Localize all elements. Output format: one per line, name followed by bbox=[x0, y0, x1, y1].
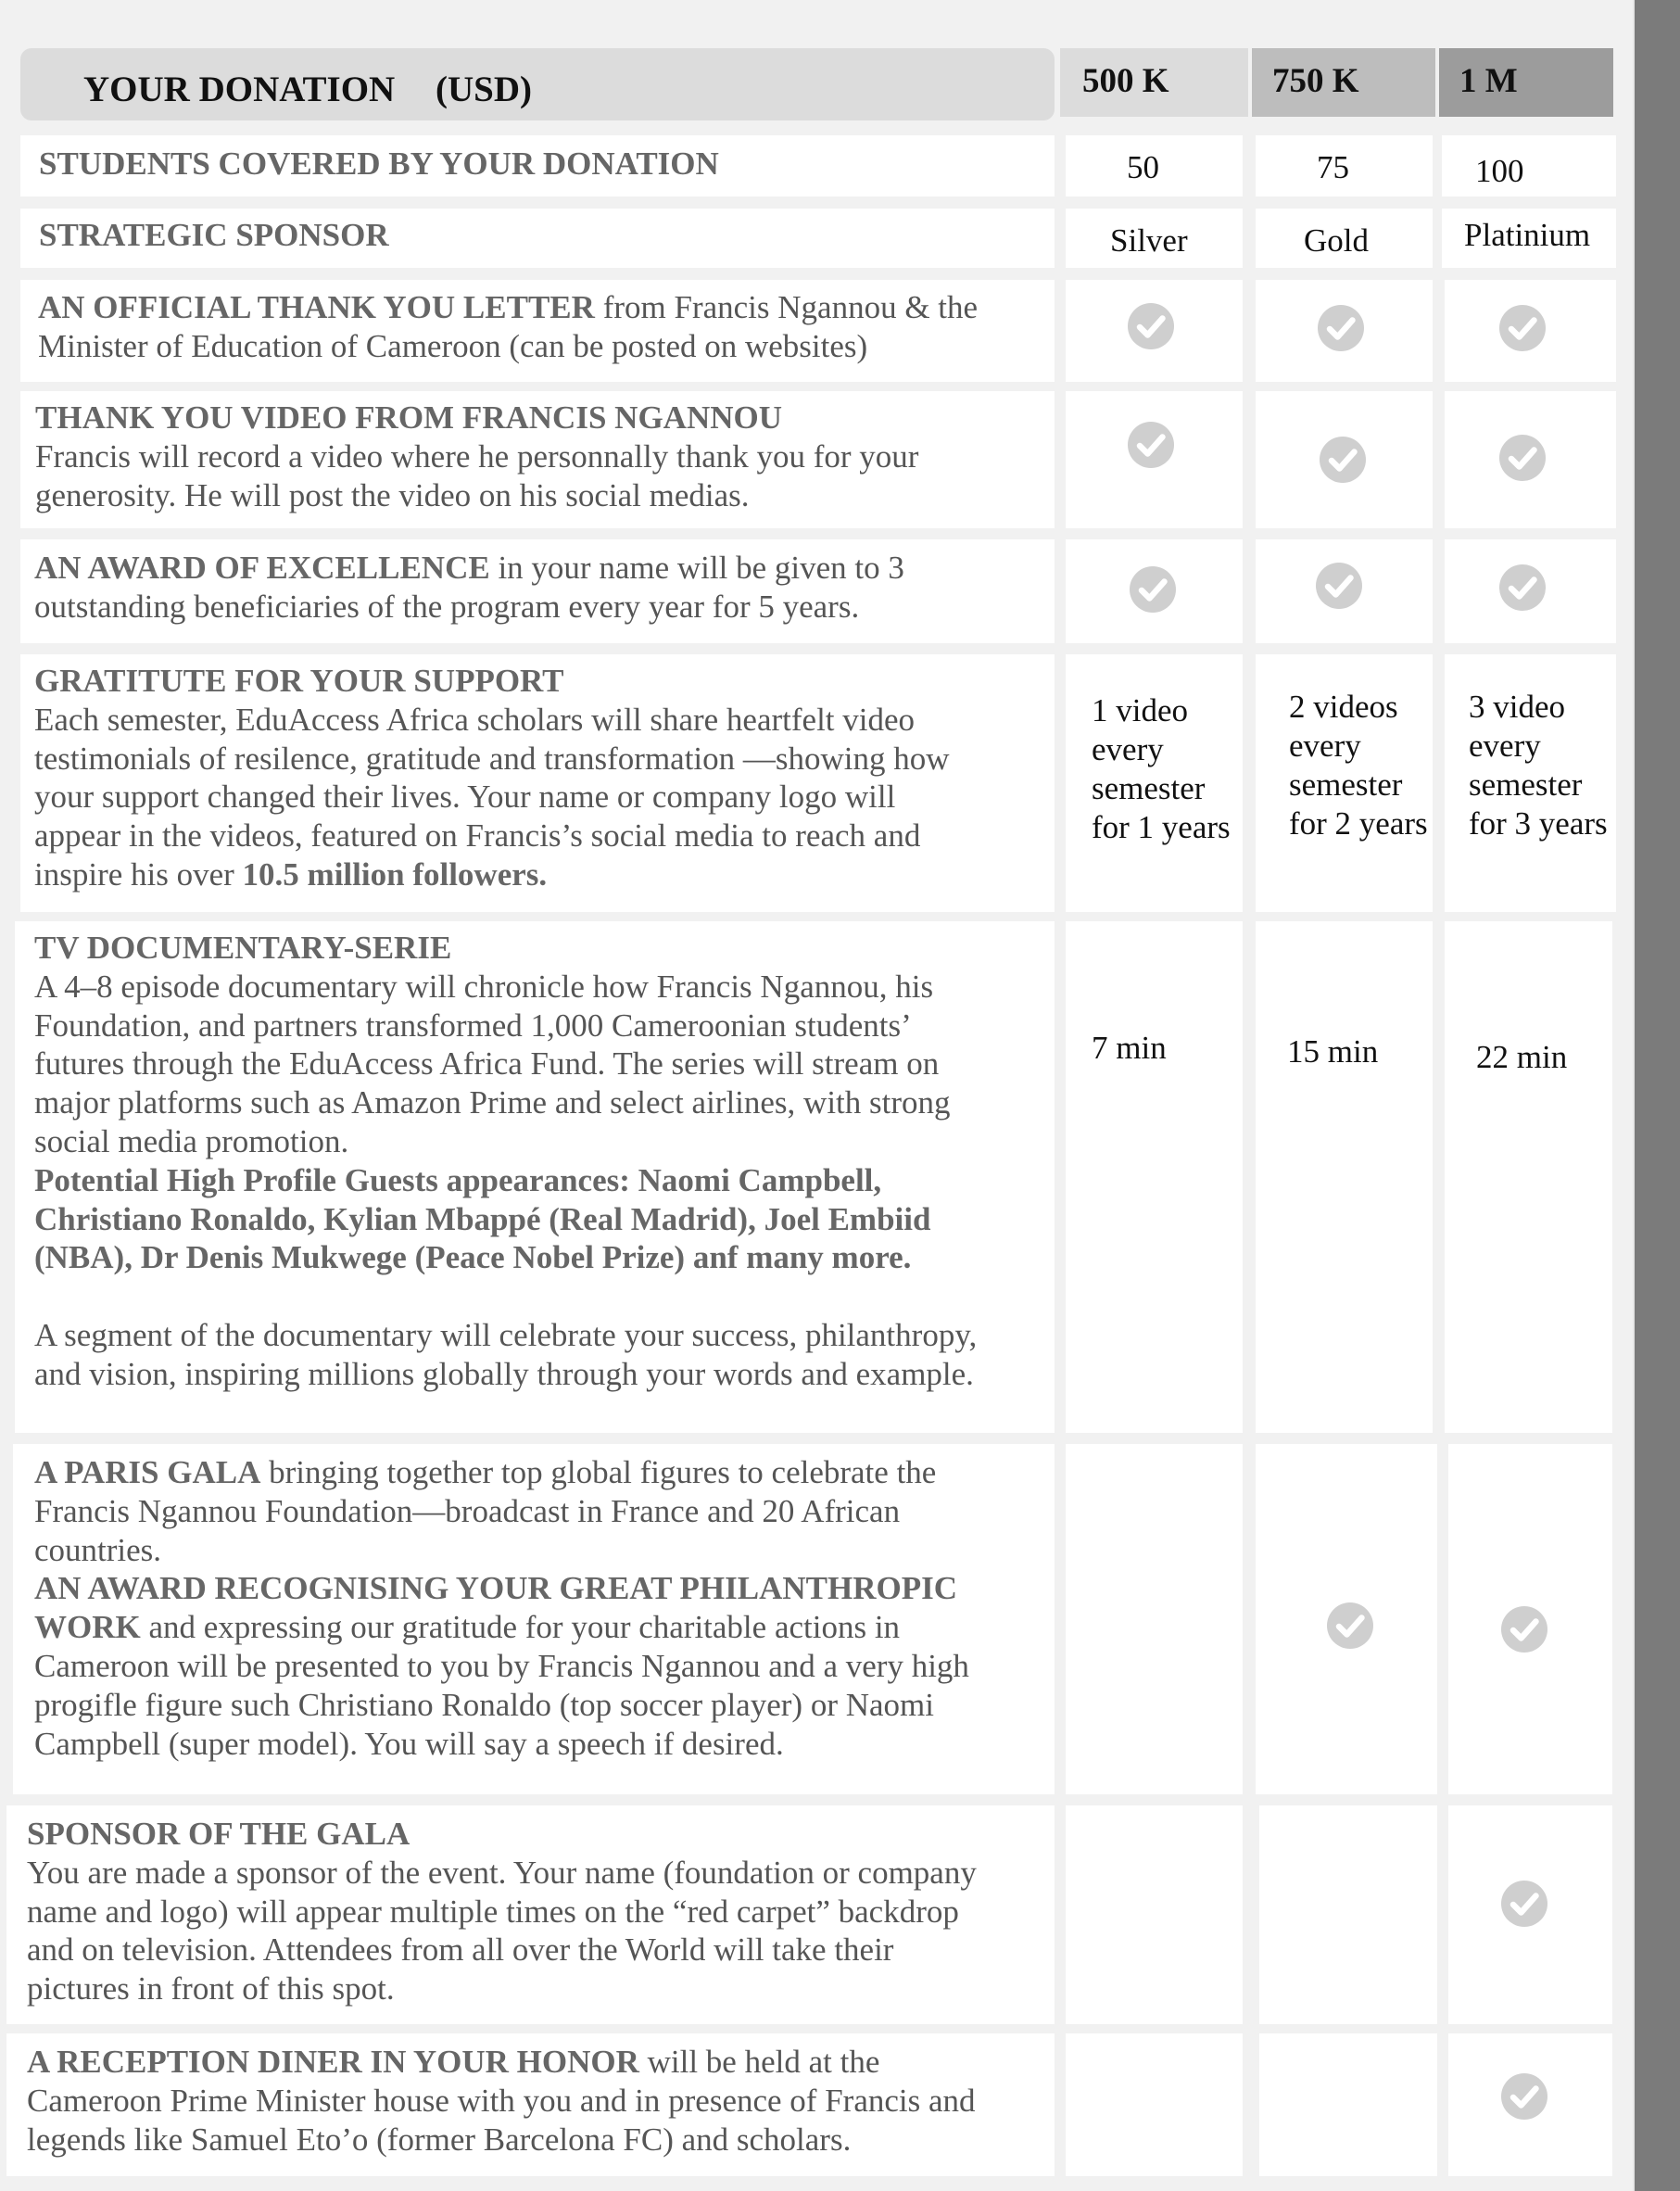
sponsor-500k-cell bbox=[1066, 209, 1243, 268]
letter-label: AN OFFICIAL THANK YOU LETTER from Francis Ngannou & the Minister of Education of Cameroon (can be posted on websites) bbox=[38, 289, 979, 364]
gala-label-cell bbox=[13, 1444, 1055, 1794]
letter-500k-cell bbox=[1066, 280, 1243, 382]
documentary-1m-cell bbox=[1445, 921, 1612, 1433]
donation-header bbox=[20, 48, 1055, 120]
gala-1m-cell bbox=[1448, 1444, 1612, 1794]
gala-sponsor-750k-cell bbox=[1259, 1805, 1437, 2024]
sponsor-1m-cell bbox=[1442, 209, 1616, 268]
reception-750k-cell bbox=[1259, 2033, 1437, 2176]
reception-500k-cell bbox=[1066, 2033, 1243, 2176]
video-label-cell bbox=[20, 391, 1055, 528]
students-750k-cell bbox=[1256, 135, 1433, 196]
documentary-label-cell bbox=[15, 921, 1055, 1433]
award-500k-cell bbox=[1066, 539, 1243, 643]
video-500k-cell bbox=[1066, 391, 1243, 528]
tier-750k-label: 750 K bbox=[1272, 62, 1359, 100]
documentary-500k-value: 7 min bbox=[1092, 1030, 1167, 1066]
documentary-750k-cell bbox=[1256, 921, 1433, 1433]
documentary-label: TV DOCUMENTARY-SERIE A 4–8 episode documentary will chronicle how Francis Ngannou, his Foundation, and partners transformed 1,000 Cameroonian students’ futures through the EduAccess Africa Fund. The series will stream on major platforms such as Amazon Prime and select airlines, with strong social media promotion. Potential High Profile Guests appearances: Naomi Campbell, Christiano Ronaldo, Kylian Mbappé (Real Madrid), Joel Embiid (NBA), Dr Denis Mukwege (Peace Nobel Prize) anf many more. A segment of the documentary will celebrate your success, philanthropy, and vision, inspiring millions globally through your words and example. bbox=[34, 930, 978, 1392]
students-1m-value: 100 bbox=[1475, 153, 1524, 189]
students-label: STUDENTS COVERED BY YOUR DONATION bbox=[39, 146, 719, 182]
video-1m-cell bbox=[1445, 391, 1616, 528]
gala-label: A PARIS GALA bringing together top global figures to celebrate the Francis Ngannou Foundation—broadcast in France and 20 African countries. AN AWARD RECOGNISING YOUR GREAT PHILANTHROPIC WORK and expressing our gratitude for your charitable actions in Cameroon will be presented to you by Francis Ngannou and a very high progifle figure such Christiano Ronaldo (top soccer player) or Naomi Campbell (super model). You will say a speech if desired. bbox=[34, 1454, 969, 1762]
tier-1m-label: 1 M bbox=[1459, 62, 1518, 100]
sponsor-label-cell bbox=[20, 209, 1055, 268]
donation-header-currency: (USD) bbox=[436, 70, 532, 109]
students-1m-cell bbox=[1442, 135, 1616, 196]
gala-sponsor-500k-cell bbox=[1066, 1805, 1243, 2024]
students-750k-value: 75 bbox=[1317, 149, 1349, 185]
check-circle-icon bbox=[1326, 1602, 1374, 1650]
gala-sponsor-label: SPONSOR OF THE GALA You are made a sponsor of the event. Your name (foundation or company name and logo) will appear multiple times on the “red carpet” backdrop and on television. Attendees from all over the World will take their pictures in front of this spot. bbox=[27, 1816, 977, 2007]
gratitude-500k-value: 1 video every semester for 1 years bbox=[1092, 692, 1231, 845]
students-500k-value: 50 bbox=[1127, 149, 1159, 185]
check-circle-icon bbox=[1498, 304, 1547, 352]
check-circle-icon bbox=[1498, 434, 1547, 482]
reception-1m-cell bbox=[1448, 2033, 1612, 2176]
award-1m-cell bbox=[1445, 539, 1616, 643]
check-circle-icon bbox=[1500, 1880, 1548, 1928]
reception-label: A RECEPTION DINER IN YOUR HONOR will be held at the Cameroon Prime Minister house with you and in presence of Francis and legends like Samuel Eto’o (former Barcelona FC) and scholars. bbox=[27, 2044, 976, 2158]
letter-1m-cell bbox=[1445, 280, 1616, 382]
students-label-cell bbox=[20, 135, 1055, 196]
donation-header-title: YOUR DONATION bbox=[83, 70, 396, 109]
documentary-750k-value: 15 min bbox=[1287, 1033, 1379, 1070]
tier-500k-label: 500 K bbox=[1082, 62, 1169, 100]
students-500k-cell bbox=[1066, 135, 1243, 196]
documentary-500k-cell bbox=[1066, 921, 1243, 1433]
gratitude-500k-cell bbox=[1066, 654, 1243, 912]
gratitude-label-cell bbox=[20, 654, 1055, 912]
gratitude-label: GRATITUTE FOR YOUR SUPPORT Each semester, EduAccess Africa scholars will share heartfelt video testimonials of resilence, gratitude and transformation —showing how your support changed their lives. Your name or company logo will appear in the videos, featured on Francis’s social media to reach and inspire his over 10.5 million followers. bbox=[34, 663, 950, 893]
tier-header-500k bbox=[1060, 48, 1248, 117]
check-circle-icon bbox=[1129, 565, 1177, 614]
gala-750k-cell bbox=[1256, 1444, 1437, 1794]
check-circle-icon bbox=[1317, 304, 1365, 352]
award-750k-cell bbox=[1256, 539, 1433, 643]
video-label: THANK YOU VIDEO FROM FRANCIS NGANNOU Francis will record a video where he personnally thank you for your generosity. He will post the video on his social medias. bbox=[35, 399, 919, 513]
reception-label-cell bbox=[6, 2033, 1055, 2176]
tier-header-1m bbox=[1439, 48, 1613, 117]
letter-label-cell bbox=[20, 280, 1055, 382]
gratitude-1m-cell bbox=[1445, 654, 1616, 912]
tier-header-750k bbox=[1252, 48, 1435, 117]
check-circle-icon bbox=[1315, 562, 1363, 610]
award-label: AN AWARD OF EXCELLENCE in your name will be given to 3 outstanding beneficiaries of the program every year for 5 years. bbox=[34, 550, 904, 625]
documentary-1m-value: 22 min bbox=[1476, 1039, 1568, 1075]
check-circle-icon bbox=[1500, 2072, 1548, 2121]
gala-500k-cell bbox=[1066, 1444, 1243, 1794]
gala-sponsor-1m-cell bbox=[1448, 1805, 1612, 2024]
sponsor-500k-value: Silver bbox=[1110, 222, 1188, 259]
gratitude-750k-value: 2 videos every semester for 2 years bbox=[1289, 689, 1428, 842]
gratitude-1m-value: 3 video every semester for 3 years bbox=[1469, 689, 1608, 842]
gala-sponsor-label-cell bbox=[6, 1805, 1055, 2024]
video-750k-cell bbox=[1256, 391, 1433, 528]
letter-750k-cell bbox=[1256, 280, 1433, 382]
sponsor-label: STRATEGIC SPONSOR bbox=[39, 217, 389, 253]
scrollbar[interactable] bbox=[1635, 0, 1680, 2191]
check-circle-icon bbox=[1498, 564, 1547, 612]
check-circle-icon bbox=[1127, 302, 1175, 350]
check-circle-icon bbox=[1319, 436, 1367, 484]
check-circle-icon bbox=[1127, 421, 1175, 469]
check-circle-icon bbox=[1500, 1605, 1548, 1653]
sponsor-1m-value: Platinium bbox=[1464, 217, 1591, 253]
sponsor-750k-cell bbox=[1256, 209, 1433, 268]
award-label-cell bbox=[20, 539, 1055, 643]
gratitude-750k-cell bbox=[1256, 654, 1433, 912]
sponsor-750k-value: Gold bbox=[1304, 222, 1369, 259]
